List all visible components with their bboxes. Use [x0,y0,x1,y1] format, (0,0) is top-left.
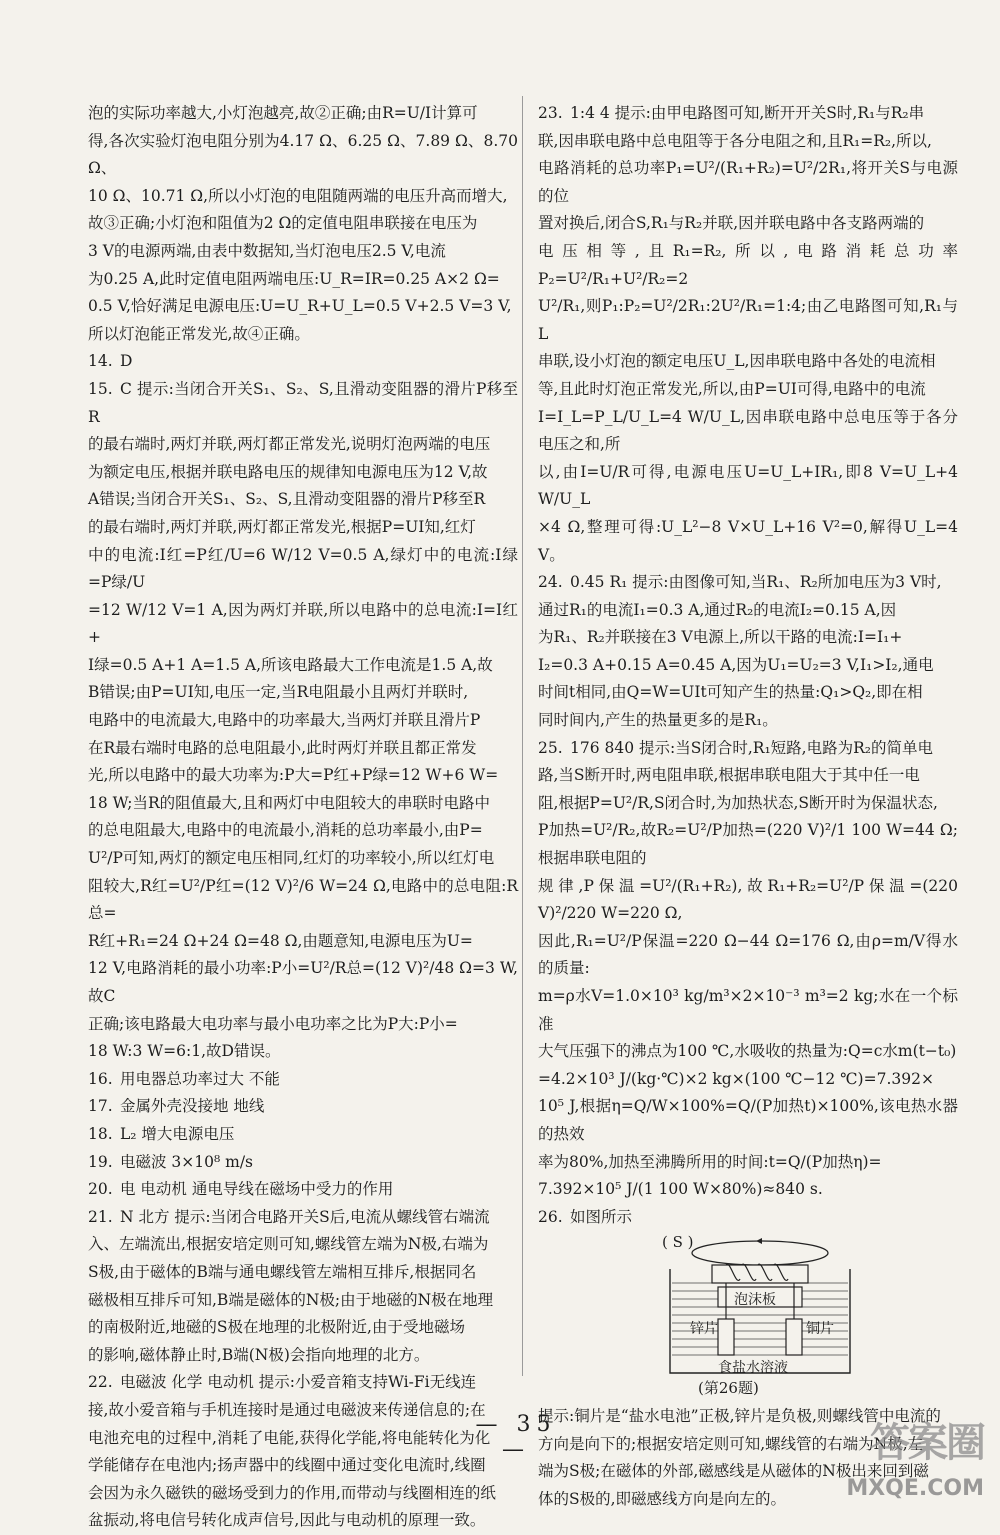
solenoid-core [712,1265,808,1283]
answer-first-line [538,100,958,128]
answer-line: 18 W:3 W=6:1,故D错误。 [88,1042,281,1061]
field-arrow-icon [756,1238,762,1244]
answer-item [88,1066,518,1094]
answer-line: 光,所以电路中的最大功率为:P大=P红+P绿=12 W+6 W= [88,766,499,785]
answer-line: A错误;当闭合开关S₁、S₂、S,且滑动变阻器的滑片P移至R [88,490,486,509]
answer-text: 电磁波 3×10⁸ m/s [120,1152,254,1171]
answer-line: 电压相等,且R₁=R₂,所以,电路消耗总功率P₂=U²/R₁+U²/R₂=2 [538,241,958,288]
answer-first-line [88,1149,518,1177]
answer-first-line [538,569,958,597]
answer-line: 电路消耗的总功率P₁=U²/(R₁+R₂)=U²/2R₁,将开关S与电源的位 [538,159,958,205]
answer-line: 的影响,磁体静止时,B端(N极)会指向地理的北方。 [88,1345,430,1364]
answer-line: 在R最右端时电路的总电阻最小,此时两灯并联且都正常发 [88,738,477,757]
answer-item [88,376,518,1066]
answer-line: ×4 Ω,整理可得:U_L²−8 V×U_L+16 V²=0,解得U_L=4 V。 [538,517,958,564]
answer-line: 同时间内,产生的热量更多的是R₁。 [538,711,778,730]
answer-line: 7.392×10⁵ J/(1 100 W×80%)≈840 s. [538,1180,823,1199]
answer-line: =12 W/12 V=1 A,因为两灯并联,所以电路中的总电流:I=I红+ [88,600,518,647]
answer-item [538,100,958,569]
question-number: 26. [538,1207,563,1226]
answer-line: 率为80%,加热至沸腾所用的时间:t=Q/(P加热η)= [538,1152,882,1171]
answer-first-line [88,1176,518,1204]
answer-text: D [120,352,133,371]
answer-line: 入、左端流出,根据安培定则可知,螺线管左端为N极,右端为 [88,1235,489,1254]
answer-line: m=ρ水V=1.0×10³ kg/m³×2×10⁻³ m³=2 kg;水在一个标准 [538,987,958,1033]
answer-line: 的总电阻最大,电路中的电流最小,消耗的总功率最小,由P= [88,821,483,840]
continued-line: 10 Ω、10.71 Ω,所以小灯泡的电阻随两端的电压升高而增大, [88,186,508,205]
continued-line: 故③正确;小灯泡和阻值为2 Ω的定值电阻串联接在电压为 [88,214,478,233]
question-number: 21. [88,1207,113,1226]
answer-text: C 提示:当闭合开关S₁、S₂、S,且滑动变阻器的滑片P移至R [88,379,518,426]
solenoid-battery-figure [660,1235,860,1375]
zinc-plate [718,1319,734,1355]
answer-text: 金属外壳没接地 地线 [120,1097,265,1116]
answer-item [88,1204,518,1370]
answer-line: 电路中的电流最大,电路中的功率最大,当两灯并联且滑片P [88,711,481,730]
continued-line: 3 V的电源两端,由表中数据知,当灯泡电压2.5 V,电流 [88,241,446,260]
answer-line: 学能储存在电池内;扬声器中的线圈中通过变化电流时,线圈 [88,1456,486,1475]
question-number: 19. [88,1152,113,1171]
answer-line: I=I_L=P_L/U_L=4 W/U_L,因串联电路中总电压等于各分电压之和,所 [538,407,958,454]
answer-line: 为额定电压,根据并联电路电压的规律知电源电压为12 V,故 [88,462,488,481]
page-number: — 35 — [475,1412,557,1462]
answer-line: 的南极附近,地磁的S极在地理的北极附近,由于受地磁场 [88,1318,465,1337]
answer-text: 1:4 4 提示:由甲电路图可知,断开开关S时,R₁与R₂串 [570,104,925,122]
answer-line: U²/P可知,两灯的额定电压相同,红灯的功率较小,所以红灯电 [88,849,495,868]
answer-text: L₂ 增大电源电压 [120,1124,235,1143]
answer-line: 正确;该电路最大电功率与最小电功率之比为P大:P小= [88,1014,458,1033]
answer-line: 串联,设小灯泡的额定电压U_L,因串联电路中各处的电流相 [538,352,936,371]
answer-text: 176 840 提示:当S闭合时,R₁短路,电路为R₂的简单电 [570,738,933,757]
answer-line: 等,且此时灯泡正常发光,所以,由P=UI可得,电路中的电流 [538,379,926,398]
question-number: 17. [88,1097,113,1116]
answer-first-line [538,1204,958,1232]
answer-line: 阻较大,R红=U²/P红=(12 V)²/6 W=24 Ω,电路中的总电阻:R总= [88,876,518,923]
answer-line: 18 W;当R的阻值最大,且和两灯中电阻较大的串联时电路中 [88,793,491,812]
left-column [88,100,518,1535]
continued-line: 为0.25 A,此时定值电阻两端电压:U_R=IR=0.25 A×2 Ω= [88,269,500,288]
hint-line: 提示:铜片是“盐水电池”正极,锌片是负极,则螺线管中电流的 [538,1406,941,1425]
question-number: 15. [88,379,113,398]
answer-line: I₂=0.3 A+0.15 A=0.45 A,因为U₁=U₂=3 V,I₁>I₂,通电 [538,655,934,674]
answer-item [88,1121,518,1149]
answer-item [538,1204,958,1232]
answer-line: 接,故小爱音箱与手机连接时是通过电磁波来传递信息的;在 [88,1400,486,1419]
answer-line: 联,因串联电路中总电阻等于各分电阻之和,且R₁=R₂,所以, [538,131,932,150]
answer-text: 用电器总功率过大 不能 [120,1069,280,1088]
figure-caption: (第26题) [698,1379,759,1398]
answer-first-line [538,735,958,763]
answer-first-line [88,348,518,376]
site-watermark [834,1411,984,1501]
continued-line: 得,各次实验灯泡电阻分别为4.17 Ω、6.25 Ω、7.89 Ω、8.70 Ω、 [88,131,518,178]
hint-line: 体的S极的,即磁感线方向是向左的。 [538,1489,787,1508]
answer-line: 中的电流:I红=P红/U=6 W/12 V=0.5 A,绿灯中的电流:I绿=P绿/U [88,545,518,592]
answer-text: 如图所示 [570,1207,633,1226]
continued-line: 所以灯泡能正常发光,故④正确。 [88,324,310,343]
watermark-logo: 答案圈 [870,1420,984,1466]
answer-line: 的最右端时,两灯并联,两灯都正常发光,根据P=UI知,红灯 [88,517,476,536]
question-number: 22. [88,1373,113,1392]
answer-line: P加热=U²/R₂,故R₂=U²/P加热=(220 V)²/1 100 W=44 Ω;根据串联电阻的 [538,821,958,868]
pole-label: ( S ) [662,1233,694,1252]
answer-text: 电 电动机 通电导线在磁场中受力的作用 [120,1180,394,1199]
answer-item [88,1369,518,1535]
watermark-url: MXQE.COM [846,1476,984,1501]
zinc-label: 锌片 [690,1321,718,1338]
answer-line: S极,由于磁体的B端与通电螺线管左端相互排斥,根据同名 [88,1262,477,1281]
answer-line: 磁极相互排斥可知,B端是磁体的N极;由于地磁的N极在地理 [88,1290,494,1309]
answer-line: 阻,根据P=U²/R,S闭合时,为加热状态,S断开时为保温状态, [538,793,938,812]
answer-line: B错误;由P=UI知,电压一定,当R电阻最小且两灯并联时, [88,683,469,702]
question-number: 25. [538,738,563,757]
answer-item [88,1149,518,1177]
answer-line: I绿=0.5 A+1 A=1.5 A,所该电路最大工作电流是1.5 A,故 [88,655,493,674]
answer-first-line [88,1369,518,1397]
answer-line: 因此,R₁=U²/P保温=220 Ω−44 Ω=176 Ω,由ρ=m/V得水的质量: [538,931,958,978]
answer-item [538,735,958,1204]
copper-label: 铜片 [806,1321,834,1338]
foam-label: 泡沫板 [734,1292,776,1309]
answer-item [88,1093,518,1121]
answer-text: N 北方 提示:当闭合电路开关S后,电流从螺线管右端流 [120,1207,490,1226]
answer-first-line [88,376,518,431]
answer-text: 电磁波 化学 电动机 提示:小爱音箱支持Wi-Fi无线连 [120,1373,477,1392]
answer-line: 以,由I=U/R可得,电源电压U=U_L+IR₁,即8 V=U_L+4 W/U_L [538,462,958,509]
question-number: 14. [88,352,113,371]
answer-line: 的最右端时,两灯并联,两灯都正常发光,说明灯泡两端的电压 [88,435,491,454]
solution-label: 食盐水溶液 [718,1360,788,1377]
answer-first-line [88,1121,518,1149]
answer-line: 会因为永久磁铁的磁场受到力的作用,而带动与线圈相连的纸 [88,1483,496,1502]
answer-first-line [88,1093,518,1121]
answer-line: 时间t相同,由Q=W=UIt可知产生的热量:Q₁>Q₂,即在相 [538,683,923,702]
copper-plate [786,1319,802,1355]
answer-item [88,1176,518,1204]
question-number: 20. [88,1180,113,1199]
right-column [538,100,958,1513]
answer-line: 通过R₁的电流I₁=0.3 A,通过R₂的电流I₂=0.15 A,因 [538,600,897,619]
answer-line: R红+R₁=24 Ω+24 Ω=48 Ω,由题意知,电源电压为U= [88,931,473,950]
answer-line: 规律,P保温=U²/(R₁+R₂),故R₁+R₂=U²/P保温=(220 V)²/220 W=220 Ω, [538,876,958,923]
answer-line: 大气压强下的沸点为100 ℃,水吸收的热量为:Q=c水m(t−t₀) [538,1042,957,1061]
answer-line: 10⁵ J,根据η=Q/W×100%=Q/(P加热t)×100%,该电热水器的热效 [538,1097,958,1143]
answer-first-line [88,1066,518,1094]
answer-item [538,569,958,735]
question-number: 23. [538,104,563,122]
answer-line: 12 V,电路消耗的最小功率:P小=U²/R总=(12 V)²/48 Ω=3 W,故C [88,959,518,1005]
answer-line: 置对换后,闭合S,R₁与R₂并联,因并联电路中各支路两端的 [538,214,925,233]
answer-line: 电池充电的过程中,消耗了电能,获得化学能,将电能转化为化 [88,1428,491,1447]
hint-line: 端为S极;在磁体的外部,磁感线是从磁体的N极出来回到磁 [538,1462,929,1481]
question-number: 24. [538,573,563,592]
answer-line: U²/R₁,则P₁:P₂=U²/2R₁:2U²/R₁=1:4;由乙电路图可知,R₁与L [538,297,958,343]
answer-item [88,348,518,376]
answer-line: 路,当S断开时,两电阻串联,根据串联电阻大于其中任一电 [538,766,920,785]
right-items [538,100,958,1231]
column-divider [522,96,523,1376]
question-number: 18. [88,1124,113,1143]
answer-first-line [88,1204,518,1232]
continued-line: 0.5 V,恰好满足电源电压:U=U_R+U_L=0.5 V+2.5 V=3 V, [88,297,512,316]
answer-text: 0.45 R₁ 提示:由图像可知,当R₁、R₂所加电压为3 V时, [570,573,942,592]
field-line [692,1241,828,1265]
hint-line: 方向是向下的;根据安培定则可知,螺线管的右端为N极,左 [538,1434,924,1453]
continued-line: 泡的实际功率越大,小灯泡越亮,故②正确;由R=U/I计算可 [88,104,478,122]
answer-line: =4.2×10³ J/(kg·℃)×2 kg×(100 ℃−12 ℃)=7.392× [538,1069,934,1088]
answer-line: 为R₁、R₂并联接在3 V电源上,所以干路的电流:I=I₁+ [538,628,903,647]
question-number: 16. [88,1069,113,1088]
answer-line: 盆振动,将电信号转化成声信号,因此与电动机的原理一致。 [88,1511,486,1530]
